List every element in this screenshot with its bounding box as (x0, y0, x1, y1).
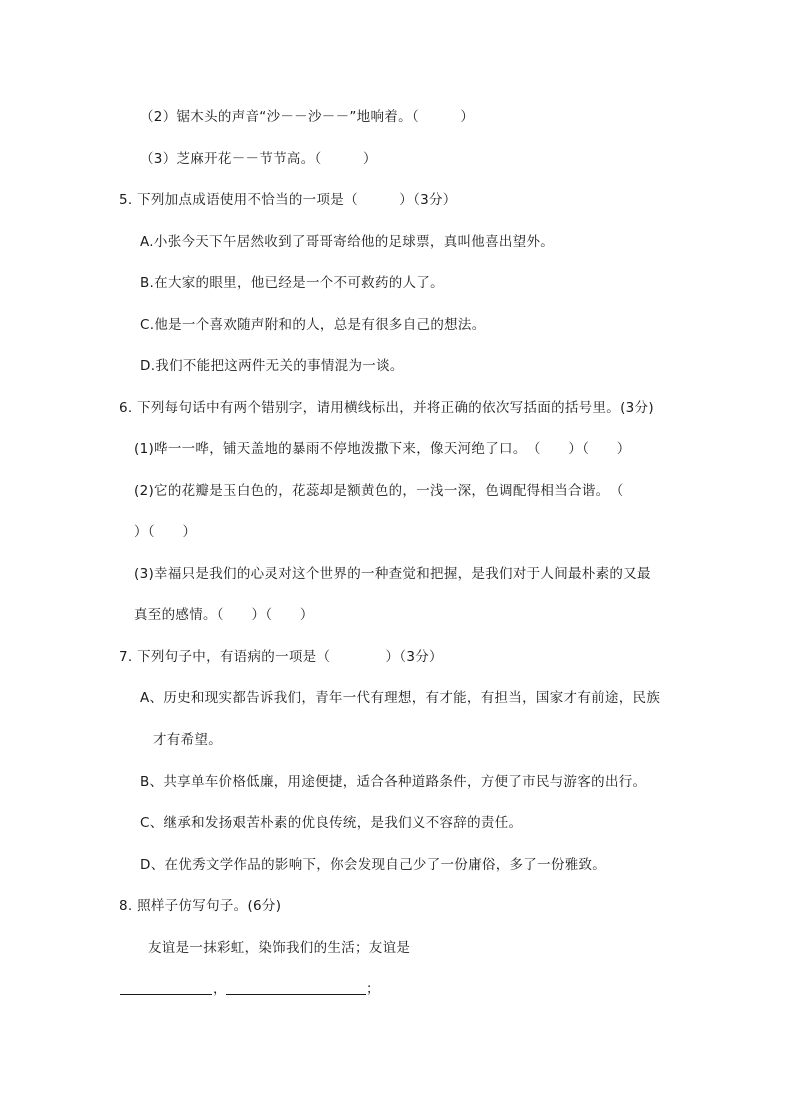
q7-option-d: D、在优秀文学作品的影响下，你会发现自己少了一份庸俗，多了一份雅致。 (140, 857, 607, 873)
answer-blank-1[interactable] (120, 994, 212, 995)
q6-sentence-2: (2)它的花瓣是玉白色的，花蕊却是额黄色的，一浅一深，色调配得相当合谐。 （ (134, 483, 624, 499)
q7-option-a-cont: 才有希望。 (153, 732, 222, 748)
q4-item-2: （2）锯木头的声音“沙－－沙－－”地响着。（ ） (140, 109, 475, 125)
q5-option-b: B.在大家的眼里，他已经是一个不可救药的人了。 (140, 275, 444, 291)
q5-option-c: C.他是一个喜欢随声附和的人，总是有很多自己的想法。 (140, 317, 486, 333)
answer-semicolon: ； (366, 981, 380, 997)
q5-stem: 5. 下列加点成语使用不恰当的一项是（ ）（3分） (119, 192, 457, 208)
q6-sentence-3-cont: 真至的感情。（ ）（ ） (134, 607, 314, 623)
q4-item-3: （3）芝麻开花－－节节高。（ ） (140, 151, 377, 167)
answer-blank-2[interactable] (226, 994, 366, 995)
q7-option-b: B、共享单车价格低廉，用途便捷，适合各种道路条件，方便了市民与游客的出行。 (140, 774, 647, 790)
q7-option-a: A、历史和现实都告诉我们，青年一代有理想，有才能，有担当，国家才有前途，民族 (140, 690, 661, 706)
q6-stem: 6. 下列每句话中有两个错别字，请用横线标出，并将正确的依次写括面的括号里。(3分) (119, 400, 654, 416)
answer-comma: ， (213, 981, 227, 997)
q7-option-c: C、继承和发扬艰苦朴素的优良传统，是我们义不容辞的责任。 (140, 815, 523, 831)
q5-option-a: A.小张今天下午居然收到了哥哥寄给他的足球票，真叫他喜出望外。 (140, 234, 555, 250)
q8-stem: 8. 照样子仿写句子。(6分) (119, 898, 282, 914)
q7-stem: 7. 下列句子中，有语病的一项是（ ）（3分） (119, 649, 443, 665)
q6-sentence-2-brackets: ）（ ） (134, 524, 197, 540)
q6-sentence-1: (1)哗一一哗，铺天盖地的暴雨不停地泼撒下来，像天河绝了口。 （ ）（ ） (134, 441, 631, 457)
q5-option-d: D.我们不能把这两件无关的事情混为一谈。 (140, 358, 404, 374)
q6-sentence-3: (3)幸福只是我们的心灵对这个世界的一种查觉和把握，是我们对于人间最朴素的又最 (134, 566, 651, 582)
q8-example: 友谊是一抹彩虹，染饰我们的生活；友谊是 (148, 940, 411, 956)
